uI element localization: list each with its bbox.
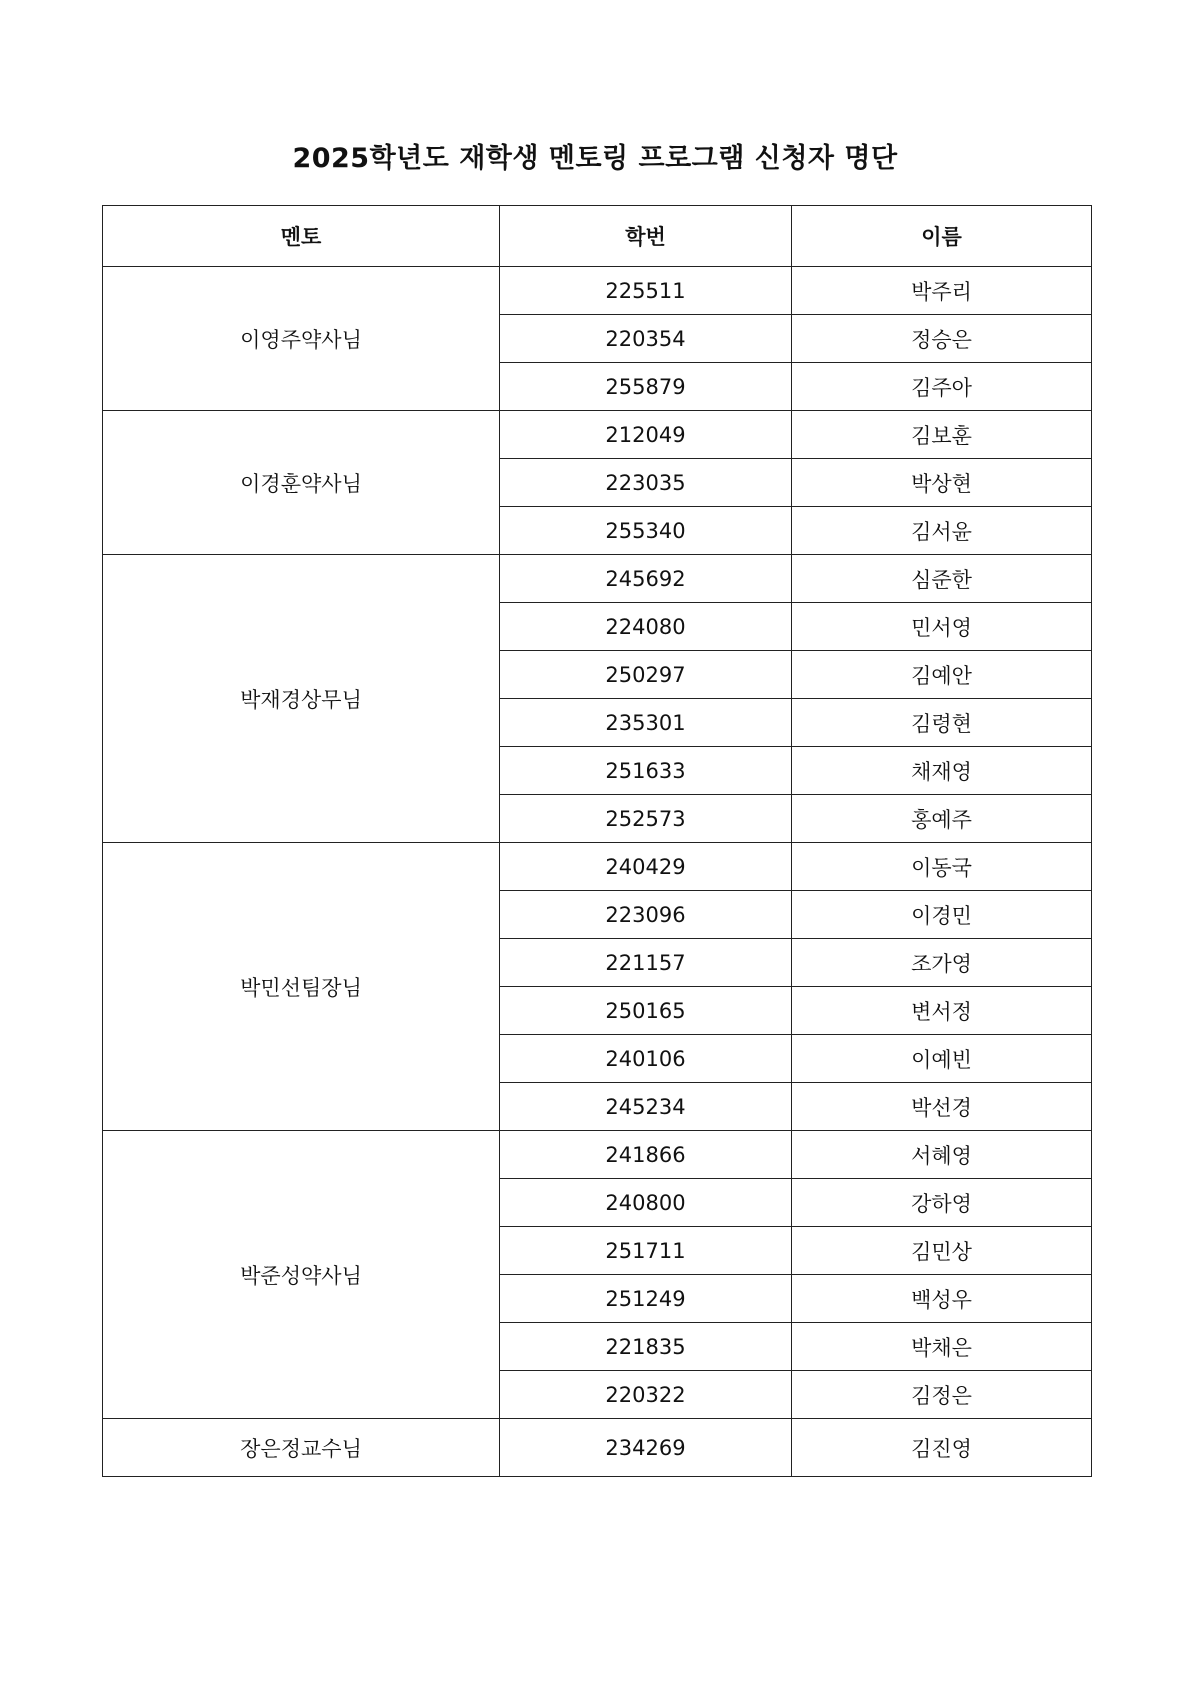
table-row [103, 411, 1092, 459]
table-row [103, 843, 1092, 891]
mentor-cell: 박재경상무님 [103, 555, 500, 843]
student-id-cell: 223035 [500, 459, 792, 507]
student-name-cell: 박선경 [792, 1083, 1092, 1131]
student-id-cell: 255340 [500, 507, 792, 555]
student-name-cell: 박채은 [792, 1323, 1092, 1371]
table-row [103, 1419, 1092, 1477]
mentoring-roster-table [102, 205, 1092, 1477]
student-id-cell: 235301 [500, 699, 792, 747]
student-name-cell: 이예빈 [792, 1035, 1092, 1083]
student-id-cell: 250297 [500, 651, 792, 699]
student-name-cell: 김령현 [792, 699, 1092, 747]
table-body [103, 267, 1092, 1477]
student-name-cell: 박상현 [792, 459, 1092, 507]
student-name-cell: 이경민 [792, 891, 1092, 939]
mentor-cell: 이경훈약사님 [103, 411, 500, 555]
student-id-cell: 240800 [500, 1179, 792, 1227]
student-id-cell: 252573 [500, 795, 792, 843]
student-name-cell: 채재영 [792, 747, 1092, 795]
table-header-row [103, 206, 1092, 267]
student-name-cell: 정승은 [792, 315, 1092, 363]
student-id-cell: 223096 [500, 891, 792, 939]
mentor-cell: 장은정교수님 [103, 1419, 500, 1477]
mentor-cell: 박준성약사님 [103, 1131, 500, 1419]
student-id-cell: 224080 [500, 603, 792, 651]
mentor-cell: 박민선팀장님 [103, 843, 500, 1131]
student-id-cell: 251711 [500, 1227, 792, 1275]
student-id-cell: 220322 [500, 1371, 792, 1419]
student-id-cell: 251633 [500, 747, 792, 795]
student-id-cell: 221157 [500, 939, 792, 987]
student-name-cell: 김정은 [792, 1371, 1092, 1419]
student-id-cell: 245234 [500, 1083, 792, 1131]
table-row [103, 555, 1092, 603]
student-id-cell: 221835 [500, 1323, 792, 1371]
student-id-cell: 250165 [500, 987, 792, 1035]
column-header-mentor: 멘토 [103, 206, 500, 267]
student-name-cell: 김예안 [792, 651, 1092, 699]
student-id-cell: 251249 [500, 1275, 792, 1323]
student-id-cell: 220354 [500, 315, 792, 363]
student-name-cell: 박주리 [792, 267, 1092, 315]
student-id-cell: 212049 [500, 411, 792, 459]
student-id-cell: 240429 [500, 843, 792, 891]
student-name-cell: 김주아 [792, 363, 1092, 411]
student-name-cell: 홍예주 [792, 795, 1092, 843]
table-row [103, 1131, 1092, 1179]
student-name-cell: 김서윤 [792, 507, 1092, 555]
mentor-cell: 이영주약사님 [103, 267, 500, 411]
student-id-cell: 255879 [500, 363, 792, 411]
student-id-cell: 225511 [500, 267, 792, 315]
student-name-cell: 김보훈 [792, 411, 1092, 459]
student-name-cell: 심준한 [792, 555, 1092, 603]
student-name-cell: 조가영 [792, 939, 1092, 987]
student-name-cell: 강하영 [792, 1179, 1092, 1227]
page-title: 2025학년도 재학생 멘토링 프로그램 신청자 명단 [292, 143, 898, 174]
student-name-cell: 백성우 [792, 1275, 1092, 1323]
student-name-cell: 변서정 [792, 987, 1092, 1035]
student-id-cell: 234269 [500, 1419, 792, 1477]
student-name-cell: 민서영 [792, 603, 1092, 651]
student-name-cell: 김진영 [792, 1419, 1092, 1477]
student-id-cell: 240106 [500, 1035, 792, 1083]
column-header-name: 이름 [792, 206, 1092, 267]
student-id-cell: 245692 [500, 555, 792, 603]
table-row [103, 267, 1092, 315]
student-name-cell: 김민상 [792, 1227, 1092, 1275]
student-id-cell: 241866 [500, 1131, 792, 1179]
student-name-cell: 서혜영 [792, 1131, 1092, 1179]
student-name-cell: 이동국 [792, 843, 1092, 891]
column-header-student-id: 학번 [500, 206, 792, 267]
